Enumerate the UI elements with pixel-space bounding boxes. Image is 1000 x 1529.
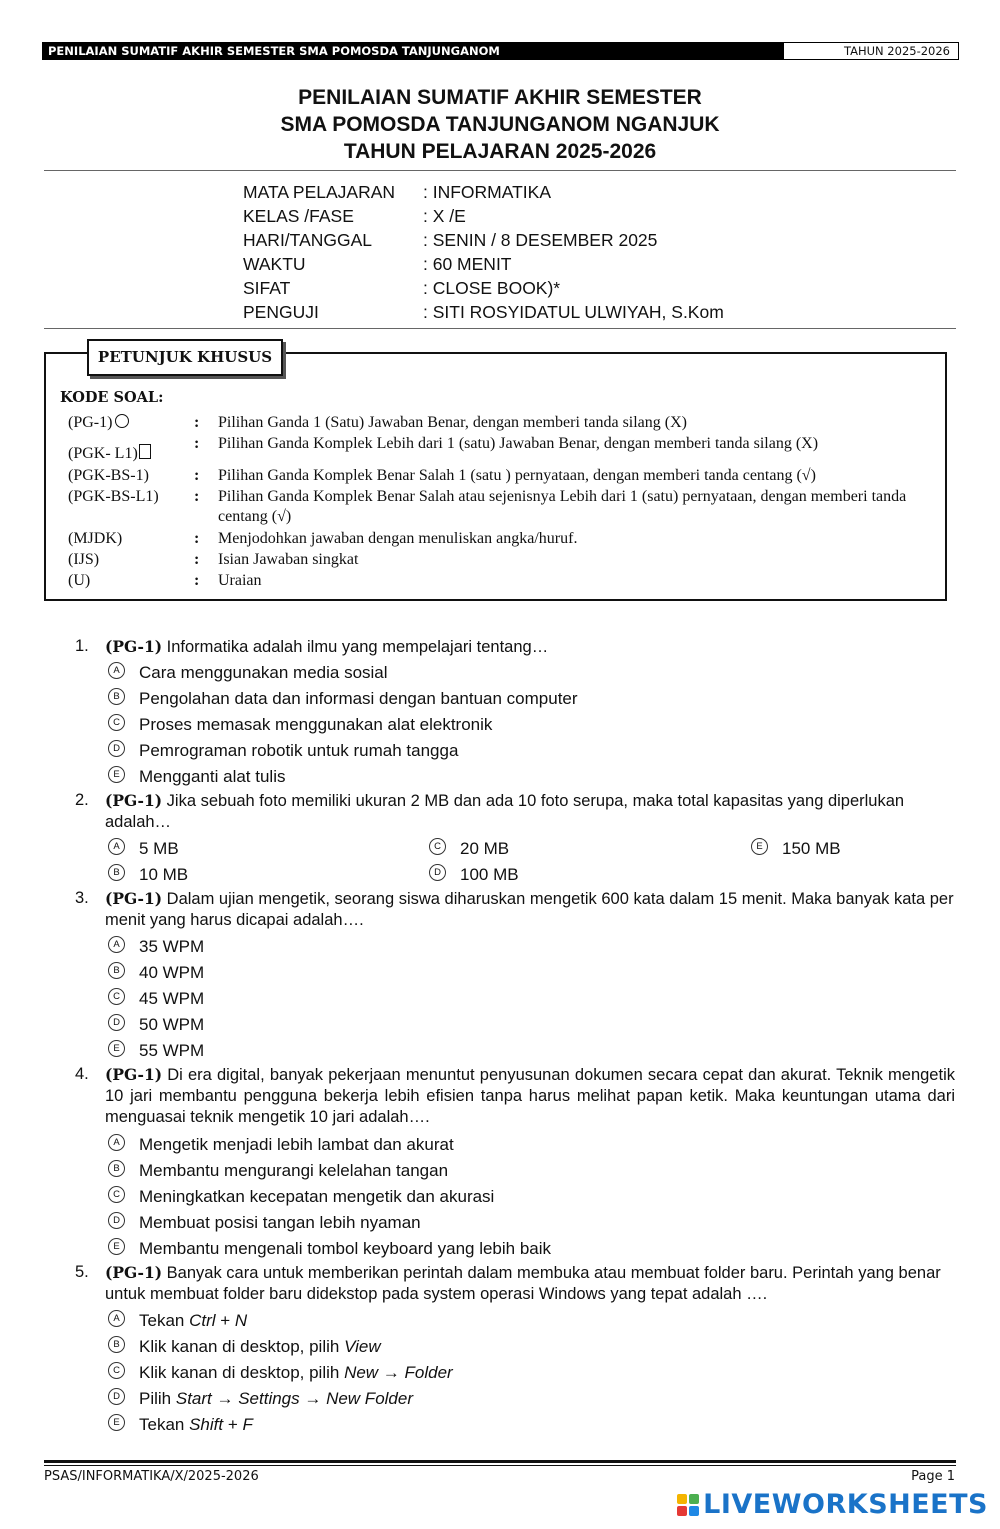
info-key: SIFAT bbox=[243, 278, 291, 298]
option-bubble[interactable]: D bbox=[108, 1212, 125, 1229]
option-bubble[interactable]: A bbox=[108, 838, 125, 855]
option-3b[interactable] bbox=[108, 963, 204, 983]
question-number: 5. bbox=[75, 1263, 89, 1281]
option-text: Cara menggunakan media sosial bbox=[139, 663, 388, 682]
title-line-3: TAHUN PELAJARAN 2025-2026 bbox=[343, 140, 657, 163]
info-value: : INFORMATIKA bbox=[423, 182, 552, 202]
option-1a[interactable] bbox=[108, 663, 388, 683]
option-prefix: Klik kanan di desktop, pilih bbox=[139, 1363, 345, 1382]
option-bubble[interactable]: D bbox=[429, 864, 446, 881]
question-number: 1. bbox=[75, 637, 89, 655]
footer-divider bbox=[44, 1460, 956, 1463]
option-bubble[interactable]: C bbox=[108, 1186, 125, 1203]
option-text: 10 MB bbox=[139, 865, 189, 884]
option-bubble[interactable]: D bbox=[108, 740, 125, 757]
info-key: MATA PELAJARAN bbox=[243, 182, 396, 202]
question-code: (PG-1) bbox=[105, 1263, 163, 1282]
option-text: Meningkatkan kecepatan mengetik dan akurasi bbox=[139, 1187, 495, 1206]
question-code: (PG-1) bbox=[105, 889, 163, 908]
document-code: PSAS/INFORMATIKA/X/2025-2026 bbox=[44, 1469, 259, 1484]
option-text bbox=[139, 1337, 381, 1357]
option-text: 20 MB bbox=[460, 839, 510, 858]
option-5e[interactable] bbox=[108, 1415, 253, 1435]
divider bbox=[44, 170, 956, 171]
option-bubble[interactable]: B bbox=[108, 1336, 125, 1353]
option-1c[interactable] bbox=[108, 715, 492, 735]
option-bubble[interactable]: E bbox=[108, 1414, 125, 1431]
circle-icon bbox=[115, 414, 129, 428]
option-italic: Shift bbox=[189, 1415, 224, 1434]
kode-soal-heading: KODE SOAL: bbox=[60, 389, 164, 406]
kode-row bbox=[68, 413, 928, 433]
top-header-bar bbox=[42, 42, 959, 60]
question-number: 4. bbox=[75, 1065, 89, 1083]
title-line-2: SMA POMOSDA TANJUNGANOM NGANJUK bbox=[280, 113, 720, 136]
option-bubble[interactable]: A bbox=[108, 936, 125, 953]
kode-desc: Uraian bbox=[218, 572, 262, 589]
info-value: : SITI ROSYIDATUL ULWIYAH, S.Kom bbox=[423, 302, 724, 322]
question-text: Dalam ujian mengetik, seorang siswa diharuskan mengetik 600 kata dalam 15 menit. Maka banyak kata per menit yang harus dicapai adalah…. bbox=[105, 890, 954, 929]
option-italic: F bbox=[242, 1415, 253, 1434]
kode-code: (PGK-BS-L1) bbox=[68, 488, 159, 505]
option-italic: View bbox=[344, 1337, 381, 1356]
info-key: WAKTU bbox=[243, 254, 306, 274]
option-prefix: Pilih bbox=[139, 1389, 176, 1408]
divider bbox=[44, 328, 956, 329]
kode-colon: : bbox=[194, 530, 200, 547]
option-3c[interactable] bbox=[108, 989, 204, 1009]
option-3a[interactable] bbox=[108, 937, 204, 957]
option-text: Membantu mengenali tombol keyboard yang lebih baik bbox=[139, 1239, 552, 1258]
question-text: Di era digital, banyak pekerjaan menuntut penyusunan dokumen secara cepat dan akurat. Teknik mengetik 10 jari membantu pengguna bekerja lebih efisien tanpa harus melihat papan ketik. Maka keuntungan utama dari menguasai teknik mengetik 10 jari adalah…. bbox=[105, 1066, 955, 1126]
question-code: (PG-1) bbox=[105, 637, 163, 656]
option-4c[interactable] bbox=[108, 1187, 494, 1207]
option-5a[interactable] bbox=[108, 1311, 247, 1331]
info-row bbox=[243, 228, 724, 252]
kode-colon: : bbox=[194, 435, 200, 452]
option-text bbox=[139, 1389, 413, 1409]
option-2b[interactable] bbox=[108, 865, 188, 885]
option-bubble[interactable]: B bbox=[108, 688, 125, 705]
option-bubble[interactable]: C bbox=[108, 988, 125, 1005]
brand-name: LIVEWORKSHEETS bbox=[703, 1489, 988, 1520]
option-bubble[interactable]: D bbox=[108, 1388, 125, 1405]
option-text: 35 WPM bbox=[139, 937, 205, 956]
option-text: 40 WPM bbox=[139, 963, 205, 982]
option-bubble[interactable]: C bbox=[108, 714, 125, 731]
kode-code: (PG-1) bbox=[68, 414, 113, 431]
option-text: Mengganti alat tulis bbox=[139, 767, 286, 786]
option-bubble[interactable]: E bbox=[108, 1238, 125, 1255]
question-text: Informatika adalah ilmu yang mempelajari tentang… bbox=[162, 638, 549, 656]
kode-row bbox=[68, 466, 928, 486]
kode-desc: Pilihan Ganda Komplek Lebih dari 1 (satu) Jawaban Benar, dengan memberi tanda silang (X) bbox=[218, 435, 819, 452]
kode-colon: : bbox=[194, 467, 200, 484]
option-text: 45 WPM bbox=[139, 989, 205, 1008]
logo-square bbox=[689, 1506, 699, 1516]
option-text: 100 MB bbox=[460, 865, 519, 884]
option-joiner: + bbox=[223, 1415, 243, 1434]
option-5b[interactable] bbox=[108, 1337, 381, 1357]
kode-row bbox=[68, 550, 928, 570]
logo-square bbox=[677, 1494, 687, 1504]
option-bubble[interactable]: E bbox=[108, 1040, 125, 1057]
option-text: 55 WPM bbox=[139, 1041, 205, 1060]
year-label: TAHUN 2025-2026 bbox=[783, 42, 959, 60]
info-value: : SENIN / 8 DESEMBER 2025 bbox=[423, 230, 658, 250]
logo-square bbox=[689, 1494, 699, 1504]
option-2e[interactable] bbox=[751, 839, 841, 859]
info-value: : 60 MENIT bbox=[423, 254, 512, 274]
info-value: : X /E bbox=[423, 206, 466, 226]
instructions-label: PETUNJUK KHUSUS bbox=[87, 339, 283, 376]
kode-desc: Menjodohkan jawaban dengan menuliskan angka/huruf. bbox=[218, 530, 578, 547]
option-text: Mengetik menjadi lebih lambat dan akurat bbox=[139, 1135, 454, 1154]
question-text: Banyak cara untuk memberikan perintah dalam membuka atau membuat folder baru. Perintah yang benar untuk membuat folder baru didekstop pada system operasi Windows yang tepat adalah …. bbox=[105, 1264, 941, 1303]
option-3d[interactable] bbox=[108, 1015, 204, 1035]
option-bubble[interactable]: B bbox=[108, 962, 125, 979]
question-text: Jika sebuah foto memiliki ukuran 2 MB dan ada 10 foto serupa, maka total kapasitas yang diperlukan adalah… bbox=[105, 792, 905, 831]
option-italic: Start → Settings → New Folder bbox=[175, 1389, 413, 1408]
option-5c[interactable] bbox=[108, 1363, 453, 1383]
checkbox-icon bbox=[139, 444, 151, 459]
option-italic: N bbox=[234, 1311, 248, 1330]
kode-row bbox=[68, 571, 928, 591]
kode-desc: Isian Jawaban singkat bbox=[218, 551, 359, 568]
instructions-box bbox=[44, 348, 947, 601]
option-3e[interactable] bbox=[108, 1041, 204, 1061]
option-bubble[interactable]: E bbox=[108, 766, 125, 783]
info-key: PENGUJI bbox=[243, 302, 319, 322]
info-row bbox=[243, 252, 724, 276]
option-italic: Ctrl bbox=[189, 1311, 216, 1330]
question-number: 2. bbox=[75, 791, 89, 809]
kode-desc: Pilihan Ganda Komplek Benar Salah atau sejenisnya Lebih dari 1 (satu) pernyataan, dengan memberi tanda centang (√) bbox=[218, 488, 907, 525]
info-row bbox=[243, 180, 724, 204]
question-code: (PG-1) bbox=[105, 1065, 163, 1084]
option-1b[interactable] bbox=[108, 689, 578, 709]
option-text: 5 MB bbox=[139, 839, 179, 858]
option-5d[interactable] bbox=[108, 1389, 413, 1409]
option-text: 50 WPM bbox=[139, 1015, 205, 1034]
kode-colon: : bbox=[194, 488, 200, 505]
option-bubble[interactable]: A bbox=[108, 1310, 125, 1327]
info-row bbox=[243, 276, 724, 300]
option-bubble[interactable]: C bbox=[108, 1362, 125, 1379]
info-key: HARI/TANGGAL bbox=[243, 230, 373, 250]
question-code: (PG-1) bbox=[105, 791, 163, 810]
option-bubble[interactable]: A bbox=[108, 1134, 125, 1151]
title-line-1: PENILAIAN SUMATIF AKHIR SEMESTER bbox=[298, 86, 702, 109]
option-text: Membuat posisi tangan lebih nyaman bbox=[139, 1213, 421, 1232]
option-1d[interactable] bbox=[108, 741, 458, 761]
page-number: Page 1 bbox=[911, 1469, 955, 1484]
option-text: Proses memasak menggunakan alat elektronik bbox=[139, 715, 493, 734]
option-bubble[interactable]: E bbox=[751, 838, 768, 855]
option-prefix: Klik kanan di desktop, pilih bbox=[139, 1337, 345, 1356]
option-bubble[interactable]: B bbox=[108, 864, 125, 881]
info-value: : CLOSE BOOK)* bbox=[423, 278, 561, 298]
question-number: 3. bbox=[75, 889, 89, 907]
kode-code: (MJDK) bbox=[68, 530, 123, 547]
kode-colon: : bbox=[194, 551, 200, 568]
option-prefix: Tekan bbox=[139, 1415, 190, 1434]
kode-row bbox=[68, 434, 928, 464]
option-4a[interactable] bbox=[108, 1135, 454, 1155]
option-bubble[interactable]: B bbox=[108, 1160, 125, 1177]
kode-desc: Pilihan Ganda 1 (Satu) Jawaban Benar, dengan memberi tanda silang (X) bbox=[218, 414, 687, 431]
option-text bbox=[139, 1363, 453, 1383]
option-bubble[interactable]: C bbox=[429, 838, 446, 855]
option-2a[interactable] bbox=[108, 839, 179, 859]
option-text: Pemrograman robotik untuk rumah tangga bbox=[139, 741, 459, 760]
kode-row bbox=[68, 487, 918, 527]
question-1 bbox=[75, 636, 955, 658]
option-4d[interactable] bbox=[108, 1213, 421, 1233]
question-3 bbox=[75, 888, 955, 931]
info-row bbox=[243, 300, 724, 324]
kode-code: (PGK- L1) bbox=[68, 445, 138, 462]
option-bubble[interactable]: D bbox=[108, 1014, 125, 1031]
option-text bbox=[139, 1311, 247, 1331]
liveworksheets-icon bbox=[677, 1494, 699, 1516]
kode-code: (U) bbox=[68, 572, 91, 589]
option-text bbox=[139, 1415, 253, 1435]
logo-square bbox=[677, 1506, 687, 1516]
question-2 bbox=[75, 790, 955, 833]
liveworksheets-logo[interactable] bbox=[677, 1489, 988, 1520]
question-5 bbox=[75, 1262, 955, 1305]
option-text: Pengolahan data dan informasi dengan bantuan computer bbox=[139, 689, 578, 708]
school-banner: PENILAIAN SUMATIF AKHIR SEMESTER SMA POMOSDA TANJUNGANOM bbox=[42, 42, 783, 60]
option-text: 150 MB bbox=[782, 839, 841, 858]
option-italic: New → Folder bbox=[344, 1363, 453, 1382]
option-4e[interactable] bbox=[108, 1239, 551, 1259]
option-1e[interactable] bbox=[108, 767, 285, 787]
kode-colon: : bbox=[194, 414, 200, 431]
kode-desc: Pilihan Ganda Komplek Benar Salah 1 (satu ) pernyataan, dengan memberi tanda centang (√) bbox=[218, 467, 816, 484]
kode-code: (PGK-BS-1) bbox=[68, 467, 149, 484]
option-text: Membantu mengurangi kelelahan tangan bbox=[139, 1161, 449, 1180]
option-prefix: Tekan bbox=[139, 1311, 190, 1330]
option-joiner: + bbox=[215, 1311, 235, 1330]
kode-code: (IJS) bbox=[68, 551, 100, 568]
footer-divider bbox=[44, 1465, 956, 1466]
exam-info bbox=[243, 180, 724, 324]
option-2c[interactable] bbox=[429, 839, 509, 859]
question-4 bbox=[75, 1064, 955, 1128]
option-bubble[interactable]: A bbox=[108, 662, 125, 679]
exam-title bbox=[0, 84, 1000, 165]
info-key: KELAS /FASE bbox=[243, 206, 354, 226]
option-2d[interactable] bbox=[429, 865, 519, 885]
info-row bbox=[243, 204, 724, 228]
kode-colon: : bbox=[194, 572, 200, 589]
option-4b[interactable] bbox=[108, 1161, 448, 1181]
kode-row bbox=[68, 529, 928, 549]
